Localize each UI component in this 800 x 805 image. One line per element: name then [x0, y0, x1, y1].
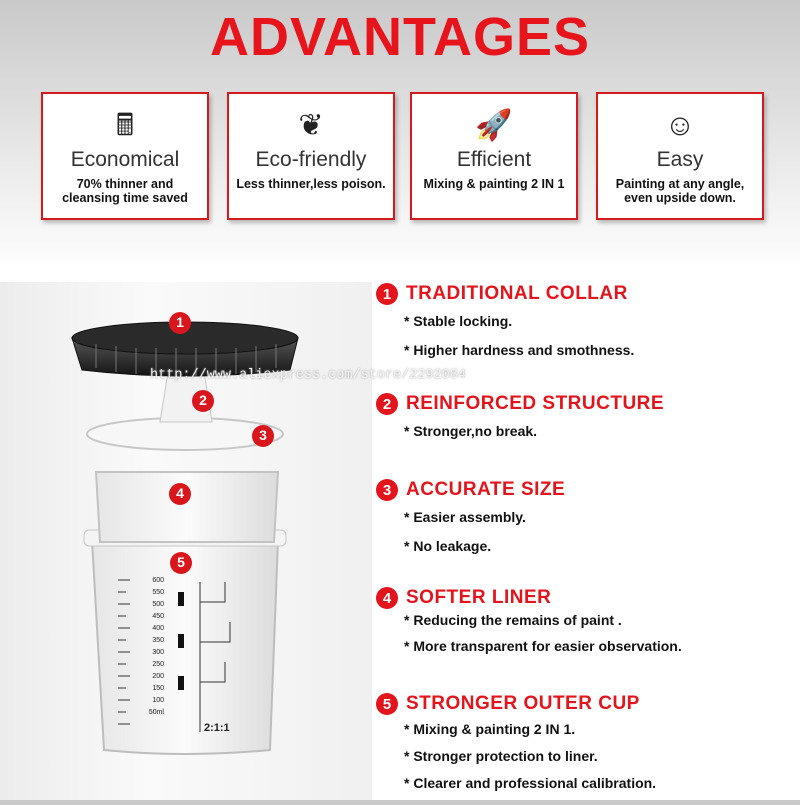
- liner: [96, 472, 278, 542]
- feature-4: [376, 587, 682, 654]
- feature-bullet: * Stronger protection to liner.: [404, 748, 598, 764]
- feature-bullet: * Clearer and professional calibration.: [404, 775, 657, 791]
- marker-label-5: 5: [177, 554, 185, 570]
- feature-1: [376, 283, 634, 358]
- feature-title: TRADITIONAL COLLAR: [406, 283, 628, 304]
- feature-title: SOFTER LINER: [406, 587, 552, 608]
- marker-label-3: 3: [259, 427, 267, 443]
- marker-label-2: 2: [199, 392, 207, 408]
- card-efficient: [410, 92, 578, 220]
- feature-title: STRONGER OUTER CUP: [406, 693, 640, 714]
- feature-bullet: * Stable locking.: [404, 313, 513, 329]
- page-title: ADVANTAGES: [209, 7, 590, 67]
- rocket-icon: 🚀: [475, 109, 513, 142]
- store-watermark: http://www.aliexpress.com/store/2292084: [150, 368, 466, 383]
- card-easy: [596, 92, 764, 220]
- card-name: Eco-friendly: [255, 148, 367, 171]
- feature-bullet: * Easier assembly.: [404, 509, 526, 525]
- card-eco-friendly: [227, 92, 395, 220]
- card-description: Less thinner,less poison.: [236, 177, 386, 191]
- feature-bullet: * Higher hardness and smothness.: [404, 342, 635, 358]
- card-description: Painting at any angle, even upside down.: [615, 177, 745, 205]
- number-badge: 3: [376, 479, 398, 501]
- cup-ratio-label: 2:1:1: [204, 722, 230, 734]
- feature-bullet: * Mixing & painting 2 IN 1.: [404, 721, 576, 737]
- number-badge: 1: [376, 283, 398, 305]
- feature-title: REINFORCED STRUCTURE: [406, 393, 665, 414]
- card-economical: [41, 92, 209, 220]
- calculator-dollar-icon: 🖩: [116, 109, 134, 142]
- feature-bullet: * More transparent for easier observation.: [404, 638, 682, 654]
- number-badge: 4: [376, 587, 398, 609]
- cup-scale: 600 550 500 450 400 350 300 250 200 150 100 50ml: [148, 577, 164, 716]
- card-name: Economical: [70, 148, 180, 171]
- feature-3: [376, 479, 565, 554]
- number-badge: 5: [376, 693, 398, 715]
- feature-bullet: * Stronger,no break.: [404, 423, 538, 439]
- feature-5: [376, 693, 656, 791]
- smiley-icon: ☺: [664, 109, 696, 142]
- card-name: Easy: [656, 148, 704, 171]
- feature-bullet: * No leakage.: [404, 538, 492, 554]
- card-name: Efficient: [456, 148, 532, 171]
- number-badge: 2: [376, 393, 398, 415]
- feature-title: ACCURATE SIZE: [406, 479, 566, 500]
- card-description: 70% thinner and cleansing time saved: [62, 177, 188, 205]
- feature-bullet: * Reducing the remains of paint .: [404, 612, 622, 628]
- eco-leaf-icon: ❦: [298, 109, 324, 142]
- product-photo: [0, 282, 372, 800]
- cup-illustration: [0, 282, 372, 800]
- card-description: Mixing & painting 2 IN 1: [423, 177, 565, 191]
- marker-label-1: 1: [176, 314, 184, 330]
- marker-label-4: 4: [176, 485, 184, 501]
- feature-2: [376, 393, 664, 439]
